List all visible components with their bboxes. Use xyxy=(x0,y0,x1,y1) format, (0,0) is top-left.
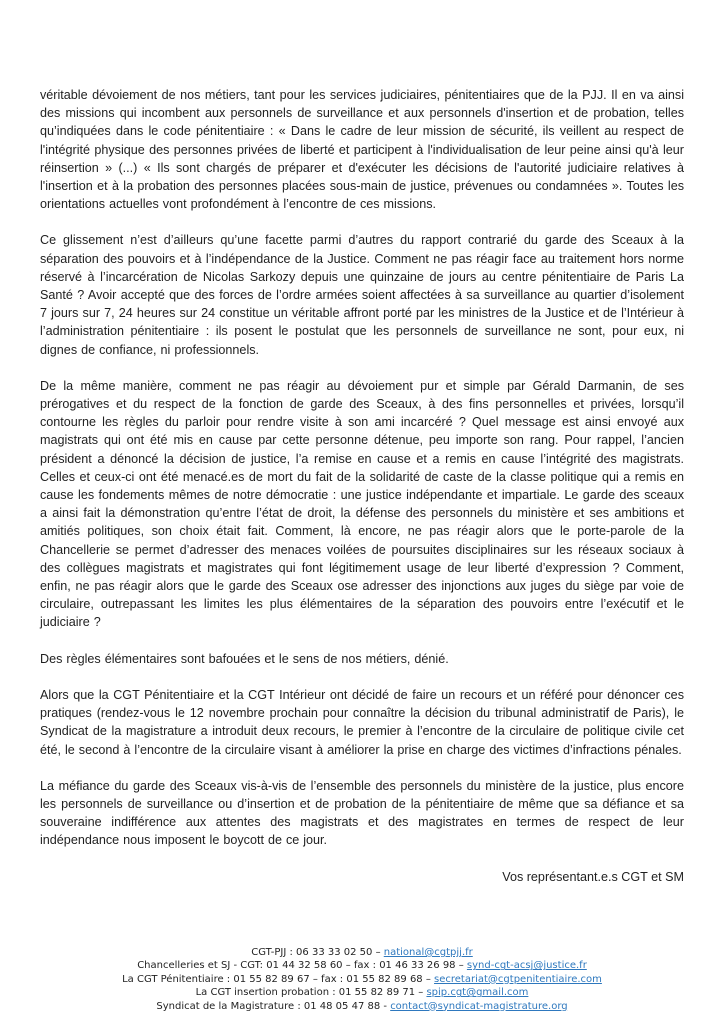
paragraph-recours: Alors que la CGT Pénitentiaire et la CGT Intérieur ont décidé de faire un recours et un référé pour dénoncer ces pratiques (rendez-vous le 12 novembre prochain pour connaître la décision du tribunal administratif de Paris), le Syndicat de la magistrature a introduit deux recours, le premier à l’encontre de la circulaire de politique civile cet été, le second à l’encontre de la circulaire visant à améliorer la prise en charge des victimes d’infractions pénales. xyxy=(40,687,684,757)
letter-body xyxy=(40,86,684,886)
footer-line-syndicat-magistrature xyxy=(40,1000,684,1013)
paragraph-regles-bafouees: Des règles élémentaires sont bafouées et le sens de nos métiers, dénié. xyxy=(40,651,449,666)
signature-line: Vos représentant.e.s CGT et SM xyxy=(502,869,684,884)
footer-contact-text: Syndicat de la Magistrature : 01 48 05 47 88 - xyxy=(156,1000,391,1012)
paragraph-glissement: Ce glissement n’est d’ailleurs qu’une facette parmi d’autres du rapport contrarié du garde des Sceaux à la séparation des pouvoirs et à l’indépendance de la Justice. Comment ne pas réagir face au traitement hors norme réservé à l’incarcération de Nicolas Sarkozy depuis une quinzaine de jours au centre pénitentiaire de Paris La Santé ? Avoir accepté que des forces de l’ordre armées soient affectées à sa surveillance au quartier d’isolement 7 jours sur 7, 24 heures sur 24 constitue un véritable affront porté par les ministres de la Justice et de l’Intérieur à l’administration pénitentiaire : ils posent le postulat que les personnels de surveillance ne sont, pour eux, ni dignes de confiance, ni professionnels. xyxy=(40,233,684,357)
footer-email-link-cgtpjj[interactable]: national@cgtpjj.fr xyxy=(383,947,473,958)
footer-contact-text: CGT-PJJ : 06 33 33 02 50 – xyxy=(251,947,384,958)
footer-contact-text: La CGT insertion probation : 01 55 82 89 71 – xyxy=(195,987,427,999)
footer-line-cgt-pjj xyxy=(40,946,684,959)
paragraph-missions: véritable dévoiement de nos métiers, tant pour les services judiciaires, pénitentiaires que de la PJJ. Il en va ainsi des missions qui incombent aux personnels de surveillance et aux personnels d'insertion et de probation, telles qu’indiquées dans le code pénitentiaire : « Dans le cadre de leur mission de sécurité, ils veillent au respect de l'intégrité physique des personnes privées de liberté et participent à l'individualisation de leur peine ainsi qu'à leur réinsertion » (...) « Ils sont chargés de préparer et d'exécuter les décisions de l'autorité judiciaire relatives à l'insertion et à la probation des personnes placées sous-main de justice, prévenues ou condamnées ». Toutes les orientations actuelles vont profondément à l’encontre de ces missions. xyxy=(40,88,684,212)
footer-line-insertion-probation xyxy=(40,986,684,999)
footer-email-link-justice[interactable]: synd-cgt-acsj@justice.fr xyxy=(466,960,587,972)
footer-line-penitentiaire xyxy=(40,973,684,986)
paragraph-mefiance-boycott: La méfiance du garde des Sceaux vis-à-vis de l’ensemble des personnels du ministère de la justice, plus encore les personnels de surveillance ou d’insertion et de probation de la pénitentiaire de même que sa défiance et sa souveraine indifférence aux attentes des magistrats et des magistrates en termes de respect de leur indépendance nous imposent le boycott de ce jour. xyxy=(40,778,684,848)
paragraph-devoiement: De la même manière, comment ne pas réagir au dévoiement pur et simple par Gérald Darmanin, de ses prérogatives et du respect de la fonction de garde des Sceaux, à des fins personnelles et privées, lorsqu’il contourne les règles du parloir pour rendre visite à son ami incarcéré ? Quel message est ainsi envoyé aux magistrats qui ont été mis en cause par cette personne détenue, peu importe son rang. Pour rappel, l’ancien président a dénoncé la décision de justice, l’a remise en cause et a remis en cause l’intégrité des magistrats. Celles et ceux-ci ont été menacé.es de mort du fait de la solidarité de caste de la classe politique qui a remis en cause les fondements mêmes de notre démocratie : une justice indépendante et impartiale. Le garde des sceaux a ainsi fait la démonstration qu’entre l’état de droit, la défense des personnels du ministère et ses ambitions et amitiés politiques, son choix était fait. Comment, là encore, ne pas réagir alors que le porte-parole de la Chancellerie se permet d’adresser des menaces voilées de poursuites disciplinaires sur les réseaux sociaux à des collègues magistrats et magistrates qui font légitimement usage de leur liberté d’expression ? Comment, enfin, ne pas réagir alors que le garde des Sceaux ose adresser des injonctions aux juges du siège par voie de circulaire, outrepassant les limites les plus élémentaires de la séparation des pouvoirs entre l’exécutif et le judiciaire ? xyxy=(40,378,684,630)
footer-email-link-spip[interactable]: spip.cgt@gmail.com xyxy=(426,987,529,999)
footer-contacts xyxy=(40,946,684,1013)
footer-contact-text: Chancelleries et SJ - CGT: 01 44 32 58 60 – fax : 01 46 33 26 98 – xyxy=(137,960,467,972)
footer-contact-text: La CGT Pénitentiaire : 01 55 82 89 67 – fax : 01 55 82 89 68 – xyxy=(122,973,435,985)
footer-email-link-syndicat-magistrature[interactable]: contact@syndicat-magistrature.org xyxy=(390,1000,568,1012)
footer-line-chancelleries xyxy=(40,959,684,972)
footer-email-link-penitentiaire[interactable]: secretariat@cgtpenitentiaire.com xyxy=(434,973,602,985)
